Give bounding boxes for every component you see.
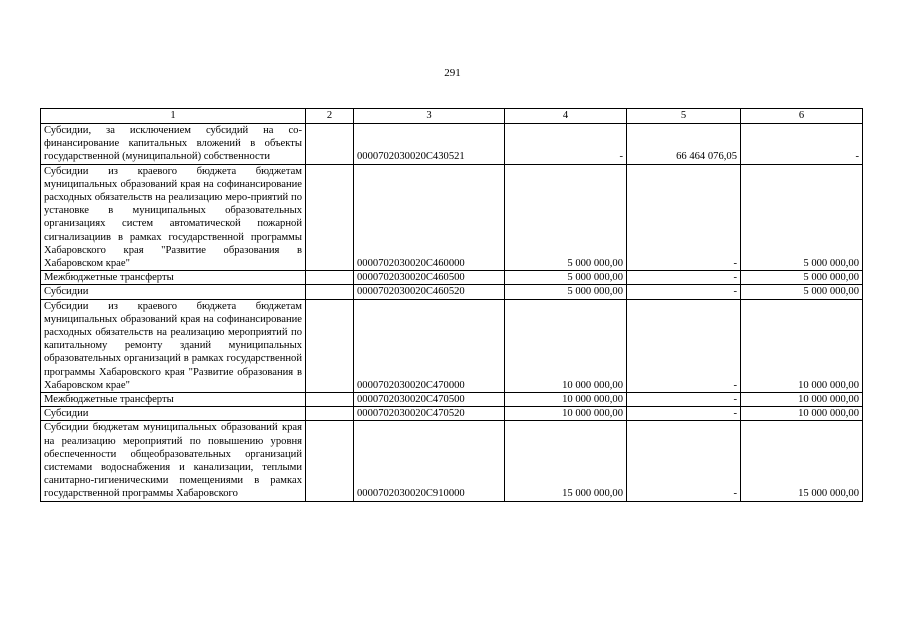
row-value-4: 5 000 000,00 — [505, 271, 627, 285]
row-value-6: 10 000 000,00 — [741, 407, 863, 421]
row-col2 — [306, 271, 354, 285]
row-value-6: 10 000 000,00 — [741, 393, 863, 407]
column-header-5: 5 — [627, 109, 741, 124]
row-value-4: 15 000 000,00 — [505, 421, 627, 501]
row-name: Межбюджетные трансферты — [41, 393, 306, 407]
row-value-4: 10 000 000,00 — [505, 393, 627, 407]
row-col2 — [306, 164, 354, 271]
row-name: Субсидии — [41, 407, 306, 421]
table-row — [41, 299, 863, 392]
row-col2 — [306, 393, 354, 407]
column-header-4: 4 — [505, 109, 627, 124]
row-value-5: - — [627, 285, 741, 299]
row-value-6: 15 000 000,00 — [741, 421, 863, 501]
row-value-4: 10 000 000,00 — [505, 299, 627, 392]
row-value-6: 5 000 000,00 — [741, 164, 863, 271]
row-code: 0000702030020C470500 — [354, 393, 505, 407]
row-code: 0000702030020C910000 — [354, 421, 505, 501]
table-row — [41, 124, 863, 165]
column-header-3: 3 — [354, 109, 505, 124]
column-header-2: 2 — [306, 109, 354, 124]
row-col2 — [306, 124, 354, 165]
row-value-4: 10 000 000,00 — [505, 407, 627, 421]
row-value-4: 5 000 000,00 — [505, 164, 627, 271]
row-name: Субсидии из краевого бюджета бюджетам муниципальных образований края на софинансирование расходных обязательств на реализацию меро-приятий по установке в муниципальных образовательных организациях систем автоматической пожарной сигнализациив в рамках государственной программы Хабаровского края "Развитие образования в Хабаровском крае" — [41, 164, 306, 271]
row-value-5: - — [627, 299, 741, 392]
row-value-4: 5 000 000,00 — [505, 285, 627, 299]
table-row — [41, 164, 863, 271]
row-value-5: - — [627, 421, 741, 501]
row-value-5: - — [627, 393, 741, 407]
row-value-6: 5 000 000,00 — [741, 271, 863, 285]
row-code: 0000702030020C470000 — [354, 299, 505, 392]
column-header-1: 1 — [41, 109, 306, 124]
table-row — [41, 285, 863, 299]
row-value-5: - — [627, 164, 741, 271]
row-code: 0000702030020C460000 — [354, 164, 505, 271]
row-col2 — [306, 421, 354, 501]
row-col2 — [306, 407, 354, 421]
row-code: 0000702030020C470520 — [354, 407, 505, 421]
row-name: Субсидии из краевого бюджета бюджетам муниципальных образований края на софинансирование расходных обязательств на реализацию мероприятий по капитальному ремонту зданий муниципальных образовательных организаций в рамках государственной программы Хабаровского края "Развитие образования в Хабаровском крае" — [41, 299, 306, 392]
row-name: Межбюджетные трансферты — [41, 271, 306, 285]
row-value-5: - — [627, 407, 741, 421]
row-value-6: - — [741, 124, 863, 165]
row-value-6: 10 000 000,00 — [741, 299, 863, 392]
row-name: Субсидии бюджетам муниципальных образований края на реализацию мероприятий по повышению уровня обеспеченности общеобразовательных организаций системами водоснабжения и канализации, теплыми санитарно-гигиеническими помещениями в рамках государственной программы Хабаровского — [41, 421, 306, 501]
row-value-5: - — [627, 271, 741, 285]
row-value-6: 5 000 000,00 — [741, 285, 863, 299]
row-code: 0000702030020C460500 — [354, 271, 505, 285]
column-header-6: 6 — [741, 109, 863, 124]
page-number: 291 — [444, 67, 461, 79]
budget-table — [40, 108, 863, 502]
header-row — [41, 109, 863, 124]
table-row — [41, 271, 863, 285]
row-col2 — [306, 299, 354, 392]
table-row — [41, 421, 863, 501]
table-row — [41, 407, 863, 421]
row-code: 0000702030020C460520 — [354, 285, 505, 299]
row-col2 — [306, 285, 354, 299]
row-name: Субсидии — [41, 285, 306, 299]
table-row — [41, 393, 863, 407]
row-code: 0000702030020C430521 — [354, 124, 505, 165]
row-value-4: - — [505, 124, 627, 165]
row-name: Субсидии, за исключением субсидий на софинансирование капитальных вложений в объекты государственной (муниципальной) собственности — [41, 124, 306, 165]
row-value-5: 66 464 076,05 — [627, 124, 741, 165]
